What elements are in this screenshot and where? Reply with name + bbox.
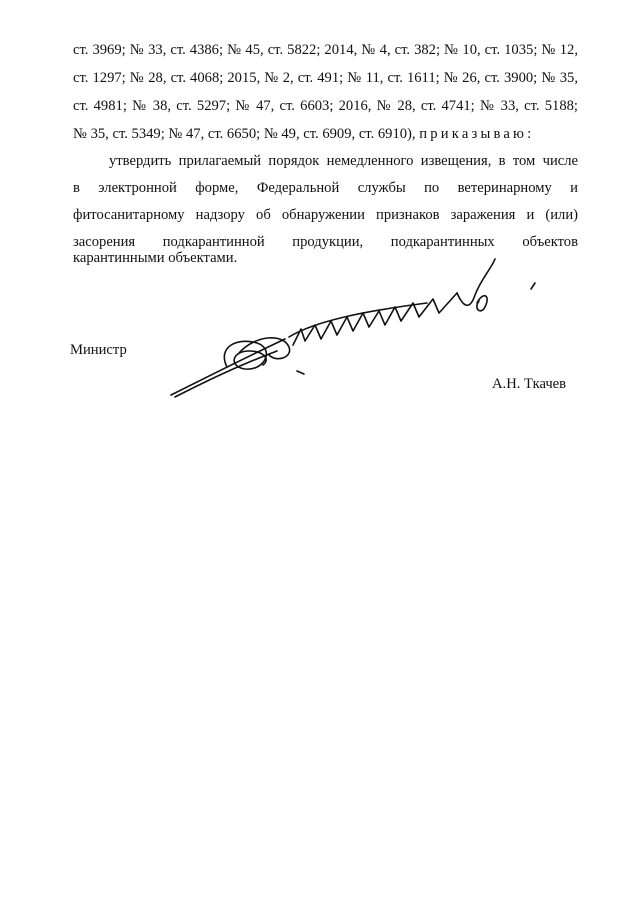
signatory-name: А.Н. Ткачев: [492, 376, 567, 392]
paragraph1-line-1: ст. 3969; № 33, ст. 4386; № 45, ст. 5822; 2014, № 4, ст. 382; № 10, ст. 1035; № 12,: [73, 42, 578, 58]
paragraph1-line-4: [73, 124, 578, 144]
order-word: приказываю:: [419, 126, 535, 142]
paragraph1-line-4-text: № 35, ст. 5349; № 47, ст. 6650; № 49, ст. 6909, ст. 6910),: [73, 126, 416, 142]
paragraph2-line-5: карантинными объектами.: [73, 250, 238, 266]
paragraph2-line-1: утвердить прилагаемый порядок немедленного извещения, в том числе: [109, 153, 578, 169]
signatory-position: Министр: [70, 342, 127, 358]
paragraph2-line-3: фитосанитарному надзору об обнаружении признаков заражения и (или): [73, 207, 578, 223]
paragraph1-line-3: ст. 4981; № 38, ст. 5297; № 47, ст. 6603; 2016, № 28, ст. 4741; № 33, ст. 5188;: [73, 98, 578, 114]
paragraph2-line-4: засорения подкарантинной продукции, подкарантинных объектов: [73, 234, 578, 250]
paragraph1-line-2: ст. 1297; № 28, ст. 4068; 2015, № 2, ст. 491; № 11, ст. 1611; № 26, ст. 3900; № 35,: [73, 70, 578, 86]
paragraph2-line-2: в электронной форме, Федеральной службы по ветеринарному и: [73, 180, 578, 196]
